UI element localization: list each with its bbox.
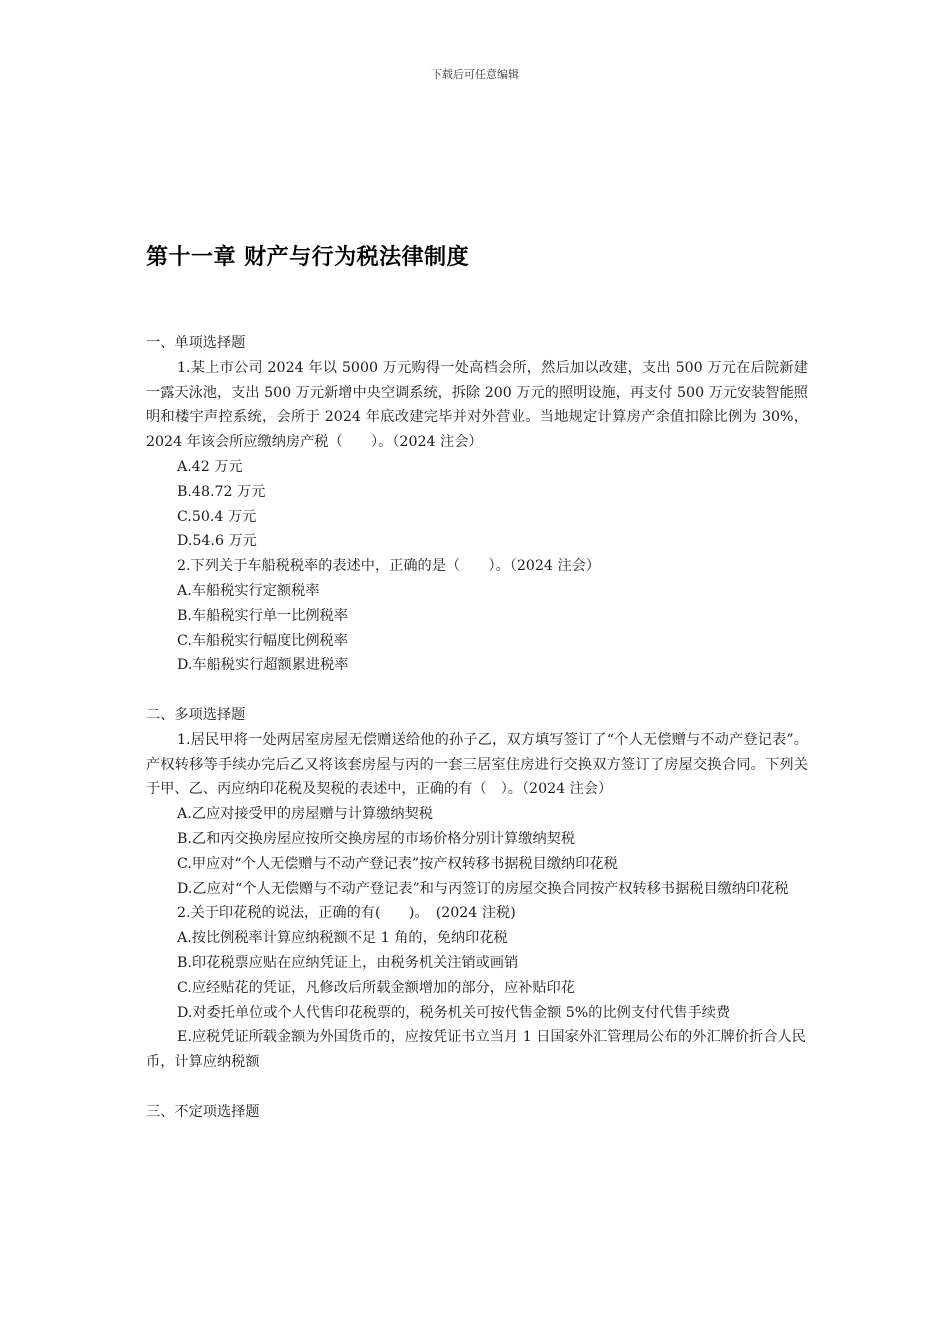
option: A.按比例税率计算应纳税额不足 1 角的，免纳印花税 xyxy=(177,930,508,947)
question-stem: 1.居民甲将一处两居室房屋无偿赠送给他的孙子乙，双方填写签订了“个人无偿赠与不动产登记表”。产权转移等手续办完后乙又将该套房屋与丙的一套三居室住房进行交换双方签订了房屋交换合同。下列关于甲、乙、丙应纳印花税及契税的表述中，正确的有（ ）。（2024 注会） xyxy=(146,731,808,798)
question-stem: 2.下列关于车船税税率的表述中，正确的是（ ）。（2024 注会） xyxy=(177,558,601,575)
option: B.车船税实行单一比例税率 xyxy=(177,607,348,624)
option: A.42 万元 xyxy=(177,458,243,475)
option: A.乙应对接受甲的房屋赠与计算缴纳契税 xyxy=(177,806,433,823)
chapter-title: 第十一章 财产与行为税法律制度 xyxy=(146,245,470,270)
spacer xyxy=(146,678,808,703)
section-heading: 一、单项选择题 xyxy=(146,335,246,351)
option: C.甲应对“个人无偿赠与不动产登记表”按产权转移书据税目缴纳印花税 xyxy=(177,855,618,872)
option: B.乙和丙交换房屋应按所交换房屋的市场价格分别计算缴纳契税 xyxy=(177,830,576,847)
section-heading: 二、多项选择题 xyxy=(146,706,246,723)
page-header: 下载后可任意编辑 xyxy=(431,68,519,81)
spacer xyxy=(146,1075,808,1100)
section-heading: 三、不定项选择题 xyxy=(146,1103,260,1120)
option: D.54.6 万元 xyxy=(177,533,257,550)
option: B.48.72 万元 xyxy=(177,483,266,500)
question-stem: 2.关于印花税的说法，正确的有( )。 (2024 注税) xyxy=(177,905,516,922)
option: D.车船税实行超额累进税率 xyxy=(177,657,349,674)
option: C.50.4 万元 xyxy=(177,508,257,525)
document-body xyxy=(146,331,808,1125)
option: D.乙应对“个人无偿赠与不动产登记表”和与丙签订的房屋交换合同按产权转移书据税目缴纳印花税 xyxy=(177,880,789,897)
option: B.印花税票应贴在应纳凭证上，由税务机关注销或画销 xyxy=(177,954,519,971)
option: D.对委托单位或个人代售印花税票的，税务机关可按代售金额 5%的比例支付代售手续费 xyxy=(177,1004,731,1021)
option: C.应经贴花的凭证，凡修改后所载金额增加的部分，应补贴印花 xyxy=(177,979,575,996)
option: A.车船税实行定额税率 xyxy=(177,582,320,599)
option: C.车船税实行幅度比例税率 xyxy=(177,632,348,649)
question-stem: 1.某上市公司 2024 年以 5000 万元购得一处高档会所，然后加以改建，支出 500 万元在后院新建一露天泳池，支出 500 万元新增中央空调系统，拆除 200 万元的照明设施，再支付 500 万元安装智能照明和楼宇声控系统，会所于 2024 年底改建完毕并对外营业。当地规定计算房产余值扣除比例为 30%，2024 年该会所应缴纳房产税（ ）。（2024 注会） xyxy=(146,359,808,451)
option: E.应税凭证所载金额为外国货币的，应按凭证书立当月 1 日国家外汇管理局公布的外汇牌价折合人民币，计算应纳税额 xyxy=(146,1029,806,1071)
